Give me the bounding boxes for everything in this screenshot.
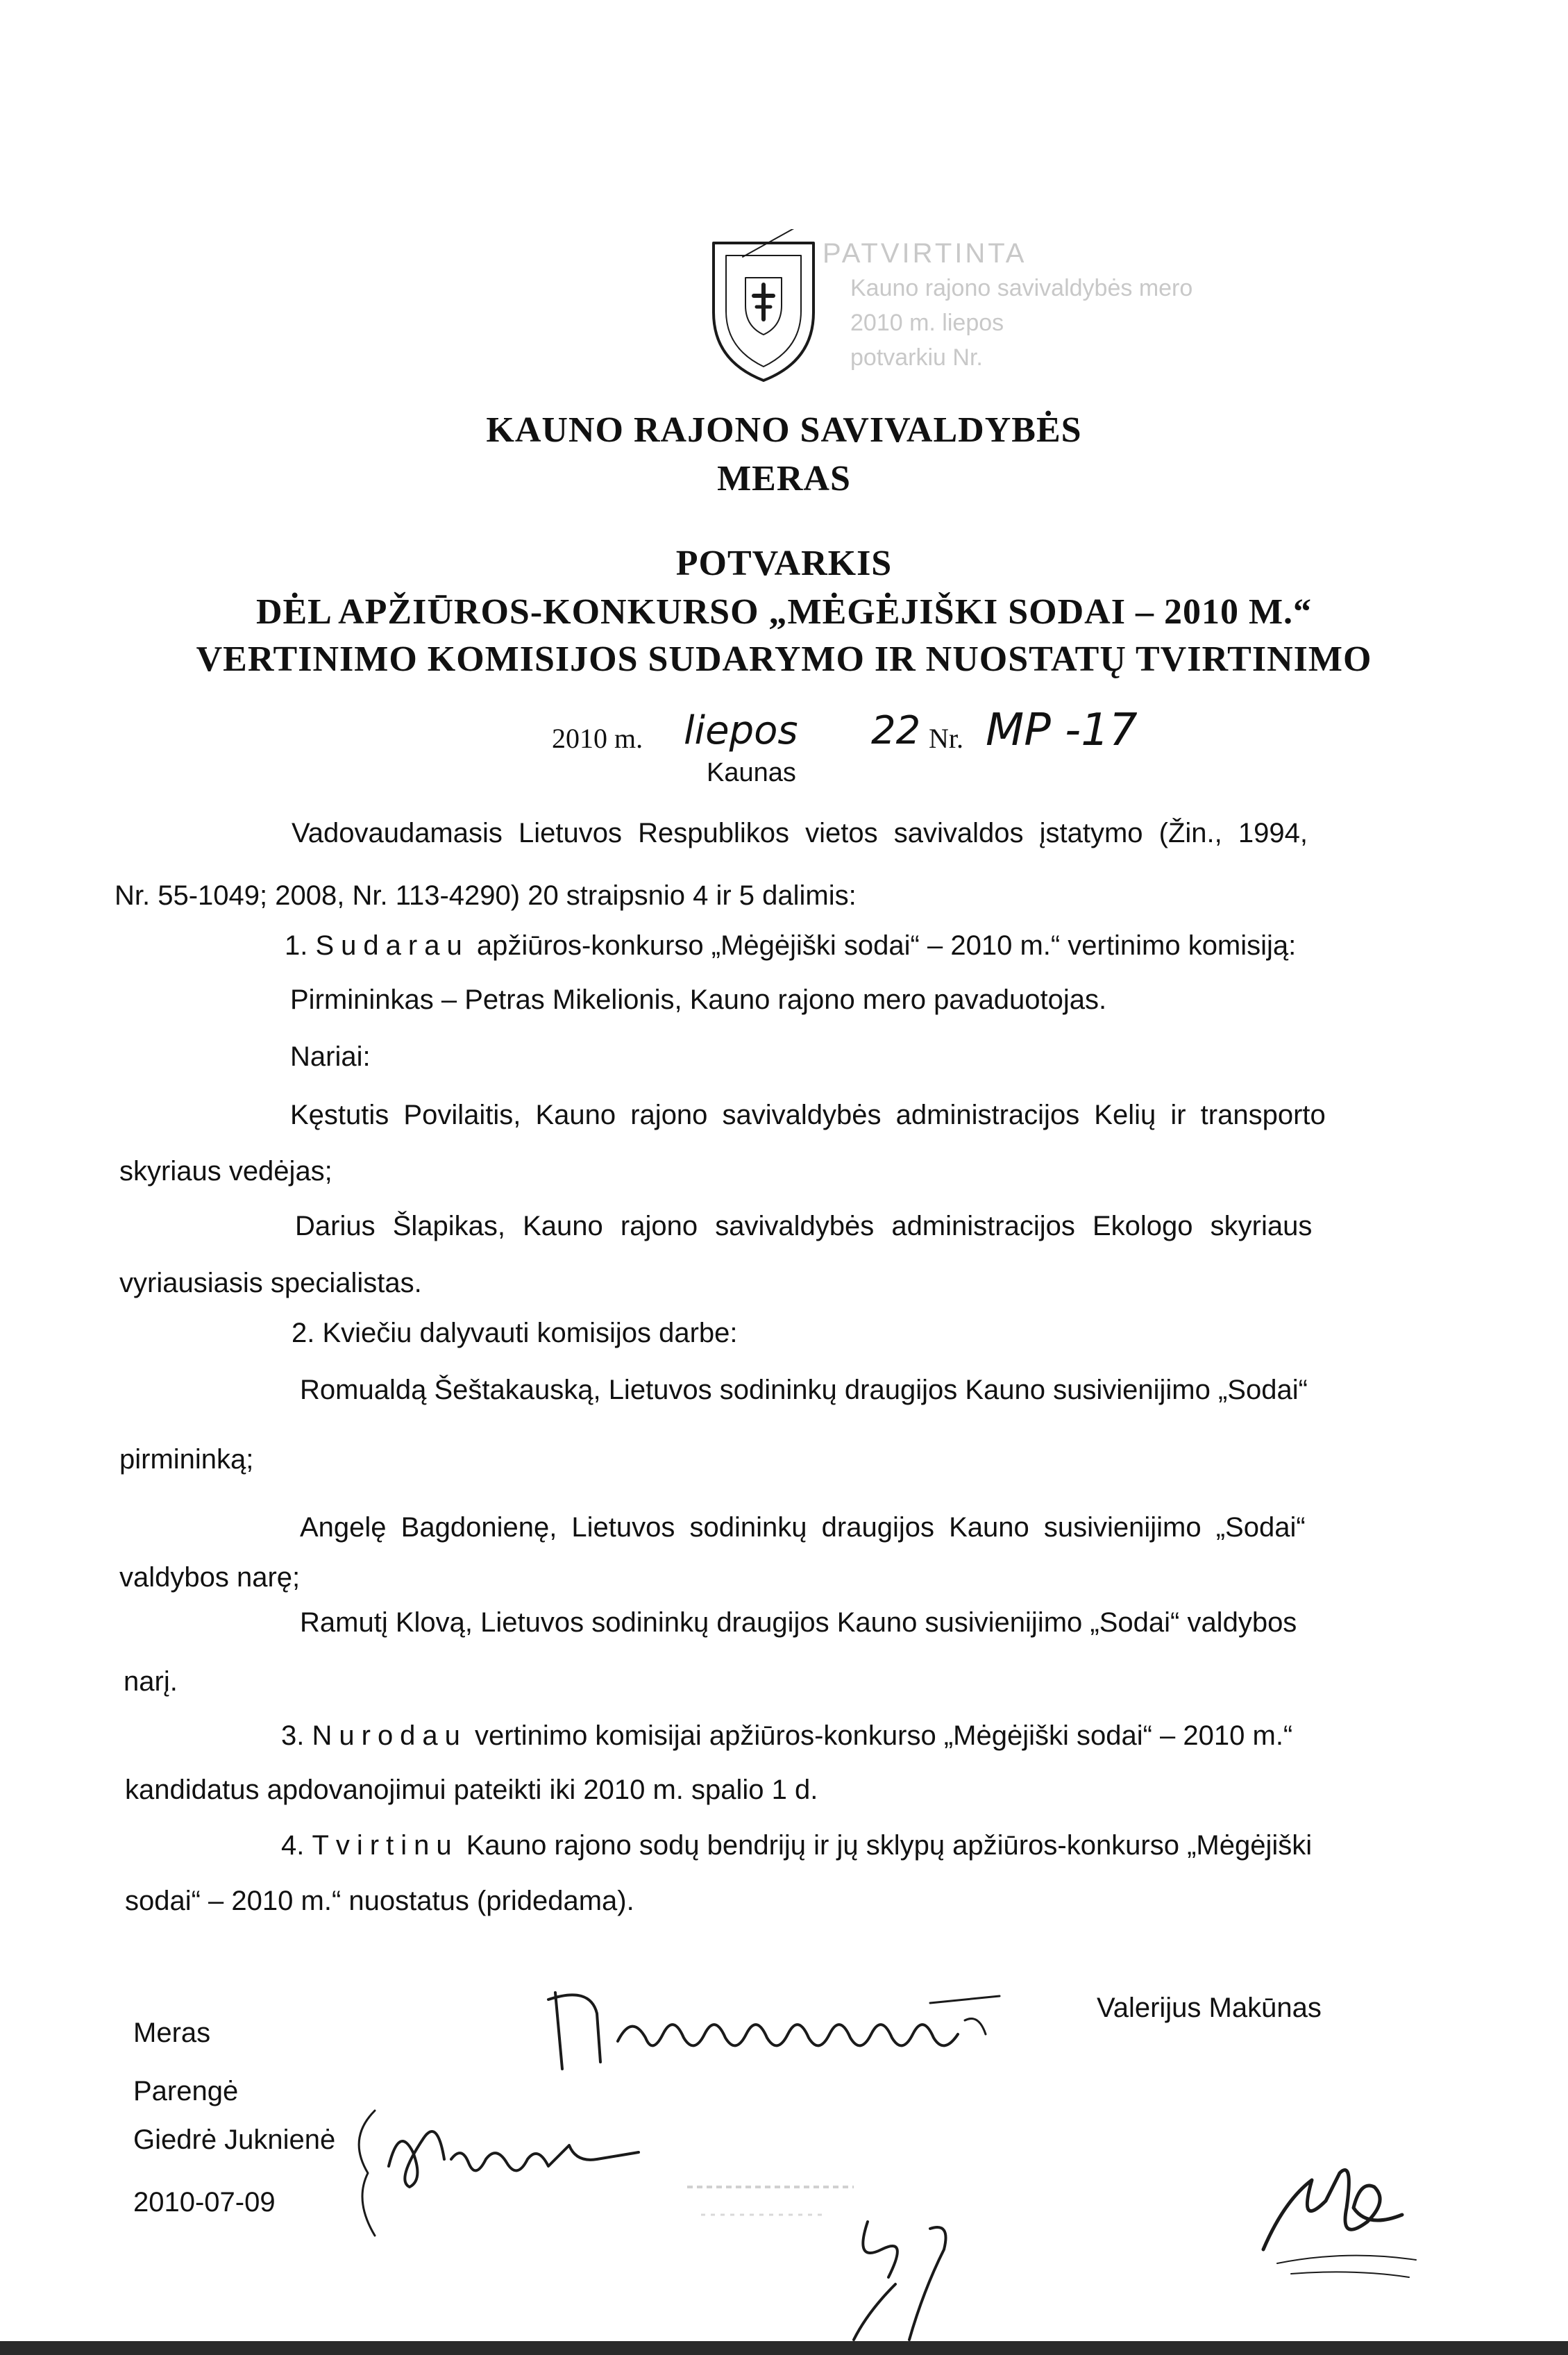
- guest-1-line2: pirmininką;: [119, 1444, 254, 1475]
- mayor-name: Valerijus Makūnas: [1097, 1993, 1322, 2023]
- item-4-text: Kauno rajono sodų bendrijų ir jų sklypų apžiūros-konkurso „Mėgėjiški: [466, 1830, 1313, 1861]
- document-subject-line2: VERTINIMO KOMISIJOS SUDARYMO IR NUOSTATŲ TVIRTINIMO: [196, 639, 1372, 679]
- faint-stamp-line1: PATVIRTINTA: [823, 238, 1027, 269]
- date-year: 2010 m.: [552, 723, 643, 754]
- guest-3-line2: narį.: [124, 1666, 178, 1697]
- number-label: Nr.: [929, 723, 963, 754]
- document-number-handwritten: MP -17: [986, 705, 1138, 756]
- item-4-number: 4.: [281, 1830, 305, 1861]
- item-4: [281, 1830, 1312, 1861]
- member-2-line1: Darius Šlapikas, Kauno rajono savivaldybės administracijos Ekologo skyriaus: [295, 1211, 1313, 1241]
- faint-stamp-line2: Kauno rajono savivaldybės mero: [850, 275, 1193, 301]
- faint-approval-stamp: [823, 236, 1192, 375]
- coat-of-arms-icon: [701, 229, 826, 389]
- item-3: [281, 1720, 1292, 1752]
- guest-1-line1: Romualdą Šeštakauską, Lietuvos sodininkų draugijos Kauno susivienijimo „Sodai“: [300, 1375, 1308, 1405]
- member-1-line1: Kęstutis Povilaitis, Kauno rajono savivaldybės administracijos Kelių ir transporto: [290, 1100, 1326, 1130]
- item-1-number: 1.: [285, 930, 308, 961]
- mayor-label: Meras: [133, 2018, 211, 2048]
- faint-stamp-line3: 2010 m. liepos: [850, 310, 1004, 336]
- author-title: MERAS: [717, 459, 851, 498]
- date-month-handwritten: liepos: [684, 708, 798, 753]
- prepared-date: 2010-07-09: [133, 2187, 276, 2218]
- preparer-name: Giedrė Juknienė: [133, 2124, 336, 2155]
- approver-signature-center: [826, 2208, 979, 2347]
- document-subject-line1: DĖL APŽIŪROS-KONKURSO „MĖGĖJIŠKI SODAI – 2010 M.“: [255, 592, 1313, 632]
- approver-signature-right: [1249, 2145, 1430, 2284]
- item-3-number: 3.: [281, 1720, 305, 1751]
- item-1-text: apžiūros-konkurso „Mėgėjiški sodai“ – 2010 m.“ vertinimo komisiją:: [476, 930, 1297, 961]
- item-4-verb: Tvirtinu: [312, 1830, 459, 1861]
- institution-title: KAUNO RAJONO SAVIVALDYBĖS: [486, 410, 1082, 450]
- guest-2-line2: valdybos narę;: [119, 1562, 301, 1593]
- document-type: POTVARKIS: [675, 544, 893, 583]
- mayor-signature: [541, 1972, 1013, 2083]
- intro-line2: Nr. 55-1049; 2008, Nr. 113-4290) 20 straipsnio 4 ir 5 dalimis:: [115, 880, 857, 911]
- preparer-signature: [347, 2097, 652, 2249]
- item-4-line2: sodai“ – 2010 m.“ nuostatus (pridedama).: [125, 1886, 634, 1916]
- guest-2-line1: Angelę Bagdonienę, Lietuvos sodininkų draugijos Kauno susivienijimo „Sodai“: [300, 1512, 1306, 1543]
- item-1-verb: Sudarau: [315, 930, 469, 961]
- place-of-issue: Kaunas: [707, 758, 796, 787]
- item-3-text: vertinimo komisijai apžiūros-konkurso „Mėgėjiški sodai“ – 2010 m.“: [475, 1720, 1293, 1751]
- intro-line1: Vadovaudamasis Lietuvos Respublikos vietos savivaldos įstatymo (Žin., 1994,: [292, 818, 1308, 848]
- faint-stamp-line4: potvarkiu Nr.: [850, 344, 983, 371]
- member-1-line2: skyriaus vedėjas;: [119, 1156, 332, 1187]
- members-label: Nariai:: [290, 1041, 371, 1072]
- guest-3-line1: Ramutį Klovą, Lietuvos sodininkų draugijos Kauno susivienijimo „Sodai“ valdybos: [300, 1607, 1297, 1638]
- item-3-line2: kandidatus apdovanojimui pateikti iki 2010 m. spalio 1 d.: [125, 1775, 818, 1805]
- item-2: 2. Kviečiu dalyvauti komisijos darbe:: [292, 1318, 738, 1348]
- commission-chair: Pirmininkas – Petras Mikelionis, Kauno rajono mero pavaduotojas.: [290, 984, 1107, 1015]
- prepared-label: Parengė: [133, 2076, 239, 2106]
- item-1: [285, 930, 1296, 962]
- member-2-line2: vyriausiasis specialistas.: [119, 1268, 422, 1298]
- item-3-verb: Nurodau: [312, 1720, 467, 1751]
- date-day-handwritten: 22: [871, 708, 921, 753]
- scan-bottom-edge: [0, 2341, 1568, 2355]
